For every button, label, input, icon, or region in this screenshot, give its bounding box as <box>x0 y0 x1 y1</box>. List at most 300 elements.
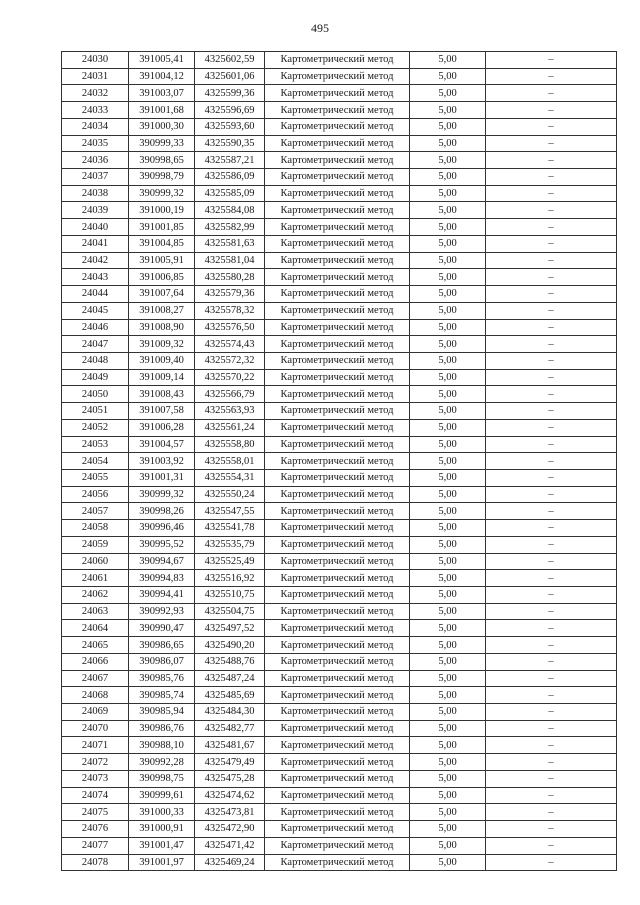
note-cell: – <box>486 169 617 186</box>
point-number-cell: 24053 <box>62 436 129 453</box>
table-row <box>62 854 617 871</box>
table-row <box>62 52 617 69</box>
accuracy-cell: 5,00 <box>410 286 486 303</box>
x-coordinate-cell: 391008,27 <box>129 302 195 319</box>
method-cell: Картометрический метод <box>265 235 410 252</box>
table-row <box>62 770 617 787</box>
method-cell: Картометрический метод <box>265 469 410 486</box>
note-cell: – <box>486 570 617 587</box>
table-row <box>62 352 617 369</box>
x-coordinate-cell: 391000,33 <box>129 804 195 821</box>
x-coordinate-cell: 391000,19 <box>129 202 195 219</box>
y-coordinate-cell: 4325471,42 <box>195 837 265 854</box>
point-number-cell: 24058 <box>62 520 129 537</box>
accuracy-cell: 5,00 <box>410 486 486 503</box>
note-cell: – <box>486 68 617 85</box>
table-row <box>62 503 617 520</box>
y-coordinate-cell: 4325525,49 <box>195 553 265 570</box>
method-cell: Картометрический метод <box>265 570 410 587</box>
y-coordinate-cell: 4325485,69 <box>195 687 265 704</box>
x-coordinate-cell: 390998,65 <box>129 152 195 169</box>
x-coordinate-cell: 390998,75 <box>129 770 195 787</box>
note-cell: – <box>486 52 617 69</box>
accuracy-cell: 5,00 <box>410 553 486 570</box>
y-coordinate-cell: 4325601,06 <box>195 68 265 85</box>
point-number-cell: 24032 <box>62 85 129 102</box>
note-cell: – <box>486 319 617 336</box>
point-number-cell: 24038 <box>62 185 129 202</box>
accuracy-cell: 5,00 <box>410 603 486 620</box>
point-number-cell: 24077 <box>62 837 129 854</box>
note-cell: – <box>486 152 617 169</box>
point-number-cell: 24035 <box>62 135 129 152</box>
y-coordinate-cell: 4325541,78 <box>195 520 265 537</box>
accuracy-cell: 5,00 <box>410 704 486 721</box>
note-cell: – <box>486 670 617 687</box>
note-cell: – <box>486 235 617 252</box>
y-coordinate-cell: 4325590,35 <box>195 135 265 152</box>
method-cell: Картометрический метод <box>265 102 410 119</box>
x-coordinate-cell: 391004,85 <box>129 235 195 252</box>
accuracy-cell: 5,00 <box>410 219 486 236</box>
y-coordinate-cell: 4325580,28 <box>195 269 265 286</box>
point-number-cell: 24040 <box>62 219 129 236</box>
table-row <box>62 536 617 553</box>
x-coordinate-cell: 391001,47 <box>129 837 195 854</box>
point-number-cell: 24033 <box>62 102 129 119</box>
method-cell: Картометрический метод <box>265 536 410 553</box>
method-cell: Картометрический метод <box>265 653 410 670</box>
method-cell: Картометрический метод <box>265 486 410 503</box>
accuracy-cell: 5,00 <box>410 319 486 336</box>
y-coordinate-cell: 4325469,24 <box>195 854 265 871</box>
x-coordinate-cell: 391003,07 <box>129 85 195 102</box>
y-coordinate-cell: 4325572,32 <box>195 352 265 369</box>
y-coordinate-cell: 4325586,09 <box>195 169 265 186</box>
table-row <box>62 118 617 135</box>
accuracy-cell: 5,00 <box>410 754 486 771</box>
y-coordinate-cell: 4325481,67 <box>195 737 265 754</box>
y-coordinate-cell: 4325599,36 <box>195 85 265 102</box>
x-coordinate-cell: 390994,67 <box>129 553 195 570</box>
accuracy-cell: 5,00 <box>410 152 486 169</box>
point-number-cell: 24075 <box>62 804 129 821</box>
accuracy-cell: 5,00 <box>410 386 486 403</box>
point-number-cell: 24048 <box>62 352 129 369</box>
y-coordinate-cell: 4325587,21 <box>195 152 265 169</box>
x-coordinate-cell: 391008,90 <box>129 319 195 336</box>
note-cell: – <box>486 269 617 286</box>
point-number-cell: 24062 <box>62 587 129 604</box>
table-row <box>62 169 617 186</box>
method-cell: Картометрический метод <box>265 754 410 771</box>
y-coordinate-cell: 4325550,24 <box>195 486 265 503</box>
x-coordinate-cell: 391004,12 <box>129 68 195 85</box>
table-row <box>62 319 617 336</box>
y-coordinate-cell: 4325566,79 <box>195 386 265 403</box>
accuracy-cell: 5,00 <box>410 653 486 670</box>
table-row <box>62 269 617 286</box>
x-coordinate-cell: 391009,40 <box>129 352 195 369</box>
accuracy-cell: 5,00 <box>410 837 486 854</box>
point-number-cell: 24052 <box>62 419 129 436</box>
x-coordinate-cell: 391003,92 <box>129 453 195 470</box>
accuracy-cell: 5,00 <box>410 52 486 69</box>
table-row <box>62 436 617 453</box>
accuracy-cell: 5,00 <box>410 302 486 319</box>
point-number-cell: 24057 <box>62 503 129 520</box>
x-coordinate-cell: 391000,30 <box>129 118 195 135</box>
x-coordinate-cell: 390994,41 <box>129 587 195 604</box>
point-number-cell: 24063 <box>62 603 129 620</box>
method-cell: Картометрический метод <box>265 118 410 135</box>
accuracy-cell: 5,00 <box>410 252 486 269</box>
method-cell: Картометрический метод <box>265 152 410 169</box>
table-row <box>62 637 617 654</box>
x-coordinate-cell: 391001,68 <box>129 102 195 119</box>
method-cell: Картометрический метод <box>265 670 410 687</box>
table-row <box>62 787 617 804</box>
y-coordinate-cell: 4325488,76 <box>195 653 265 670</box>
note-cell: – <box>486 118 617 135</box>
table-row <box>62 185 617 202</box>
x-coordinate-cell: 390999,32 <box>129 185 195 202</box>
table-row <box>62 386 617 403</box>
point-number-cell: 24054 <box>62 453 129 470</box>
point-number-cell: 24061 <box>62 570 129 587</box>
method-cell: Картометрический метод <box>265 219 410 236</box>
y-coordinate-cell: 4325516,92 <box>195 570 265 587</box>
accuracy-cell: 5,00 <box>410 336 486 353</box>
method-cell: Картометрический метод <box>265 68 410 85</box>
point-number-cell: 24030 <box>62 52 129 69</box>
x-coordinate-cell: 391001,31 <box>129 469 195 486</box>
y-coordinate-cell: 4325596,69 <box>195 102 265 119</box>
table-row <box>62 670 617 687</box>
note-cell: – <box>486 135 617 152</box>
y-coordinate-cell: 4325574,43 <box>195 336 265 353</box>
table-row <box>62 336 617 353</box>
y-coordinate-cell: 4325547,55 <box>195 503 265 520</box>
note-cell: – <box>486 336 617 353</box>
method-cell: Картометрический метод <box>265 837 410 854</box>
accuracy-cell: 5,00 <box>410 352 486 369</box>
accuracy-cell: 5,00 <box>410 85 486 102</box>
point-number-cell: 24055 <box>62 469 129 486</box>
method-cell: Картометрический метод <box>265 637 410 654</box>
x-coordinate-cell: 390986,65 <box>129 637 195 654</box>
accuracy-cell: 5,00 <box>410 670 486 687</box>
note-cell: – <box>486 286 617 303</box>
x-coordinate-cell: 391000,91 <box>129 821 195 838</box>
x-coordinate-cell: 390988,10 <box>129 737 195 754</box>
accuracy-cell: 5,00 <box>410 520 486 537</box>
table-row <box>62 620 617 637</box>
accuracy-cell: 5,00 <box>410 720 486 737</box>
note-cell: – <box>486 419 617 436</box>
y-coordinate-cell: 4325554,31 <box>195 469 265 486</box>
y-coordinate-cell: 4325602,59 <box>195 52 265 69</box>
point-number-cell: 24067 <box>62 670 129 687</box>
table-row <box>62 419 617 436</box>
note-cell: – <box>486 219 617 236</box>
x-coordinate-cell: 390996,46 <box>129 520 195 537</box>
method-cell: Картометрический метод <box>265 553 410 570</box>
x-coordinate-cell: 391001,85 <box>129 219 195 236</box>
table-row <box>62 235 617 252</box>
accuracy-cell: 5,00 <box>410 570 486 587</box>
x-coordinate-cell: 390986,07 <box>129 653 195 670</box>
y-coordinate-cell: 4325579,36 <box>195 286 265 303</box>
note-cell: – <box>486 637 617 654</box>
point-number-cell: 24036 <box>62 152 129 169</box>
x-coordinate-cell: 391006,85 <box>129 269 195 286</box>
note-cell: – <box>486 787 617 804</box>
y-coordinate-cell: 4325585,09 <box>195 185 265 202</box>
table-row <box>62 804 617 821</box>
coordinates-table <box>61 51 617 871</box>
y-coordinate-cell: 4325578,32 <box>195 302 265 319</box>
note-cell: – <box>486 653 617 670</box>
table-row <box>62 553 617 570</box>
point-number-cell: 24041 <box>62 235 129 252</box>
y-coordinate-cell: 4325593,60 <box>195 118 265 135</box>
method-cell: Картометрический метод <box>265 720 410 737</box>
table-row <box>62 469 617 486</box>
x-coordinate-cell: 391005,91 <box>129 252 195 269</box>
table-row <box>62 587 617 604</box>
method-cell: Картометрический метод <box>265 169 410 186</box>
note-cell: – <box>486 821 617 838</box>
method-cell: Картометрический метод <box>265 854 410 871</box>
note-cell: – <box>486 436 617 453</box>
note-cell: – <box>486 252 617 269</box>
method-cell: Картометрический метод <box>265 185 410 202</box>
x-coordinate-cell: 391009,32 <box>129 336 195 353</box>
method-cell: Картометрический метод <box>265 453 410 470</box>
table-row <box>62 570 617 587</box>
x-coordinate-cell: 390998,26 <box>129 503 195 520</box>
table-row <box>62 219 617 236</box>
note-cell: – <box>486 369 617 386</box>
method-cell: Картометрический метод <box>265 369 410 386</box>
note-cell: – <box>486 503 617 520</box>
y-coordinate-cell: 4325582,99 <box>195 219 265 236</box>
accuracy-cell: 5,00 <box>410 135 486 152</box>
x-coordinate-cell: 390999,33 <box>129 135 195 152</box>
accuracy-cell: 5,00 <box>410 854 486 871</box>
note-cell: – <box>486 704 617 721</box>
x-coordinate-cell: 390995,52 <box>129 536 195 553</box>
y-coordinate-cell: 4325487,24 <box>195 670 265 687</box>
method-cell: Картометрический метод <box>265 352 410 369</box>
note-cell: – <box>486 720 617 737</box>
note-cell: – <box>486 386 617 403</box>
x-coordinate-cell: 390985,94 <box>129 704 195 721</box>
accuracy-cell: 5,00 <box>410 436 486 453</box>
table-row <box>62 252 617 269</box>
y-coordinate-cell: 4325535,79 <box>195 536 265 553</box>
note-cell: – <box>486 687 617 704</box>
point-number-cell: 24064 <box>62 620 129 637</box>
accuracy-cell: 5,00 <box>410 68 486 85</box>
x-coordinate-cell: 391009,14 <box>129 369 195 386</box>
accuracy-cell: 5,00 <box>410 787 486 804</box>
point-number-cell: 24059 <box>62 536 129 553</box>
note-cell: – <box>486 185 617 202</box>
y-coordinate-cell: 4325581,63 <box>195 235 265 252</box>
table-row <box>62 152 617 169</box>
x-coordinate-cell: 390986,76 <box>129 720 195 737</box>
method-cell: Картометрический метод <box>265 202 410 219</box>
method-cell: Картометрический метод <box>265 336 410 353</box>
method-cell: Картометрический метод <box>265 252 410 269</box>
method-cell: Картометрический метод <box>265 419 410 436</box>
y-coordinate-cell: 4325504,75 <box>195 603 265 620</box>
note-cell: – <box>486 603 617 620</box>
table-row <box>62 369 617 386</box>
accuracy-cell: 5,00 <box>410 118 486 135</box>
accuracy-cell: 5,00 <box>410 102 486 119</box>
point-number-cell: 24049 <box>62 369 129 386</box>
y-coordinate-cell: 4325558,01 <box>195 453 265 470</box>
table-row <box>62 68 617 85</box>
note-cell: – <box>486 486 617 503</box>
x-coordinate-cell: 390999,32 <box>129 486 195 503</box>
method-cell: Картометрический метод <box>265 52 410 69</box>
method-cell: Картометрический метод <box>265 804 410 821</box>
table-row <box>62 653 617 670</box>
table-row <box>62 453 617 470</box>
y-coordinate-cell: 4325510,75 <box>195 587 265 604</box>
point-number-cell: 24071 <box>62 737 129 754</box>
x-coordinate-cell: 391008,43 <box>129 386 195 403</box>
y-coordinate-cell: 4325558,80 <box>195 436 265 453</box>
note-cell: – <box>486 553 617 570</box>
point-number-cell: 24051 <box>62 403 129 420</box>
point-number-cell: 24031 <box>62 68 129 85</box>
note-cell: – <box>486 453 617 470</box>
note-cell: – <box>486 587 617 604</box>
method-cell: Картометрический метод <box>265 403 410 420</box>
x-coordinate-cell: 391007,58 <box>129 403 195 420</box>
x-coordinate-cell: 391004,57 <box>129 436 195 453</box>
table-row <box>62 754 617 771</box>
point-number-cell: 24047 <box>62 336 129 353</box>
point-number-cell: 24044 <box>62 286 129 303</box>
method-cell: Картометрический метод <box>265 737 410 754</box>
x-coordinate-cell: 390998,79 <box>129 169 195 186</box>
note-cell: – <box>486 520 617 537</box>
table-row <box>62 704 617 721</box>
accuracy-cell: 5,00 <box>410 821 486 838</box>
table-row <box>62 737 617 754</box>
x-coordinate-cell: 390994,83 <box>129 570 195 587</box>
point-number-cell: 24065 <box>62 637 129 654</box>
x-coordinate-cell: 390985,74 <box>129 687 195 704</box>
note-cell: – <box>486 352 617 369</box>
note-cell: – <box>486 770 617 787</box>
note-cell: – <box>486 754 617 771</box>
point-number-cell: 24074 <box>62 787 129 804</box>
y-coordinate-cell: 4325563,93 <box>195 403 265 420</box>
y-coordinate-cell: 4325576,50 <box>195 319 265 336</box>
x-coordinate-cell: 390985,76 <box>129 670 195 687</box>
table-row <box>62 687 617 704</box>
accuracy-cell: 5,00 <box>410 169 486 186</box>
y-coordinate-cell: 4325474,62 <box>195 787 265 804</box>
accuracy-cell: 5,00 <box>410 770 486 787</box>
point-number-cell: 24046 <box>62 319 129 336</box>
accuracy-cell: 5,00 <box>410 185 486 202</box>
accuracy-cell: 5,00 <box>410 620 486 637</box>
x-coordinate-cell: 390999,61 <box>129 787 195 804</box>
point-number-cell: 24042 <box>62 252 129 269</box>
table-row <box>62 837 617 854</box>
method-cell: Картометрический метод <box>265 603 410 620</box>
table-row <box>62 720 617 737</box>
point-number-cell: 24068 <box>62 687 129 704</box>
x-coordinate-cell: 391007,64 <box>129 286 195 303</box>
table-row <box>62 821 617 838</box>
y-coordinate-cell: 4325473,81 <box>195 804 265 821</box>
table-row <box>62 403 617 420</box>
point-number-cell: 24078 <box>62 854 129 871</box>
accuracy-cell: 5,00 <box>410 202 486 219</box>
y-coordinate-cell: 4325497,52 <box>195 620 265 637</box>
table-row <box>62 486 617 503</box>
point-number-cell: 24045 <box>62 302 129 319</box>
method-cell: Картометрический метод <box>265 620 410 637</box>
note-cell: – <box>486 854 617 871</box>
accuracy-cell: 5,00 <box>410 403 486 420</box>
point-number-cell: 24039 <box>62 202 129 219</box>
point-number-cell: 24050 <box>62 386 129 403</box>
accuracy-cell: 5,00 <box>410 469 486 486</box>
table-row <box>62 202 617 219</box>
method-cell: Картометрический метод <box>265 386 410 403</box>
y-coordinate-cell: 4325570,22 <box>195 369 265 386</box>
method-cell: Картометрический метод <box>265 821 410 838</box>
point-number-cell: 24070 <box>62 720 129 737</box>
y-coordinate-cell: 4325479,49 <box>195 754 265 771</box>
x-coordinate-cell: 390990,47 <box>129 620 195 637</box>
note-cell: – <box>486 620 617 637</box>
note-cell: – <box>486 302 617 319</box>
accuracy-cell: 5,00 <box>410 587 486 604</box>
point-number-cell: 24069 <box>62 704 129 721</box>
accuracy-cell: 5,00 <box>410 737 486 754</box>
point-number-cell: 24073 <box>62 770 129 787</box>
accuracy-cell: 5,00 <box>410 269 486 286</box>
note-cell: – <box>486 102 617 119</box>
table-row <box>62 302 617 319</box>
method-cell: Картометрический метод <box>265 503 410 520</box>
x-coordinate-cell: 391006,28 <box>129 419 195 436</box>
method-cell: Картометрический метод <box>265 436 410 453</box>
method-cell: Картометрический метод <box>265 687 410 704</box>
accuracy-cell: 5,00 <box>410 235 486 252</box>
table-row <box>62 520 617 537</box>
note-cell: – <box>486 469 617 486</box>
point-number-cell: 24072 <box>62 754 129 771</box>
page-number: 495 <box>311 21 329 35</box>
x-coordinate-cell: 391005,41 <box>129 52 195 69</box>
y-coordinate-cell: 4325561,24 <box>195 419 265 436</box>
note-cell: – <box>486 837 617 854</box>
method-cell: Картометрический метод <box>265 587 410 604</box>
method-cell: Картометрический метод <box>265 269 410 286</box>
